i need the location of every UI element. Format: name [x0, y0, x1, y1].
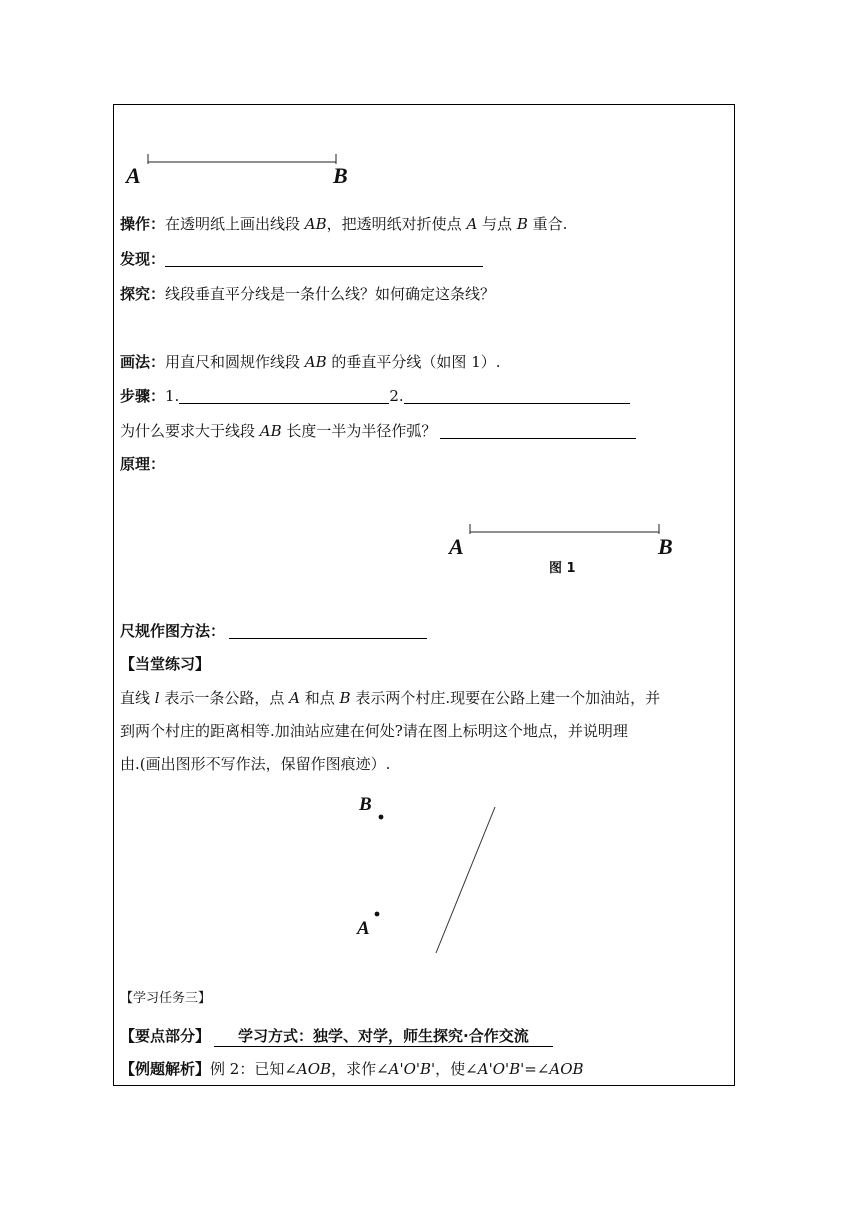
why-blank[interactable]	[440, 423, 636, 439]
practice-point-b: B	[339, 689, 351, 707]
practice-line1-pre: 直线	[120, 689, 155, 707]
point-a-label-top: A	[126, 163, 141, 188]
step-1-blank[interactable]	[179, 388, 389, 404]
example-angle-target-1: A'O'B'	[388, 1060, 436, 1078]
draw-text-end: 的垂直平分线（如图 1）.	[326, 353, 501, 371]
example-text-pre: 例 2：已知∠	[210, 1060, 297, 1078]
why-text-pre: 为什么要求大于线段	[120, 422, 260, 440]
discover-line	[120, 249, 483, 269]
draw-label: 画法：	[120, 353, 166, 371]
segment-ab-top	[140, 148, 350, 168]
operation-line	[120, 214, 567, 234]
draw-method-line	[120, 352, 501, 372]
practice-point-a: A	[289, 689, 300, 707]
figure2-point-a: A	[357, 918, 370, 939]
why-seg: AB	[259, 422, 282, 440]
discover-blank[interactable]	[165, 251, 483, 267]
village-a-dot	[375, 912, 380, 917]
explore-label: 探究：	[120, 285, 166, 303]
task3-heading: 【学习任务三】	[120, 991, 212, 1006]
draw-text-pre: 用直尺和圆规作线段	[165, 353, 305, 371]
keypoints-text: 学习方式：独学、对学，师生探究·合作交流	[214, 1027, 553, 1047]
practice-road-l: l	[154, 689, 160, 707]
practice-line1-mid2: 和点	[299, 689, 340, 707]
method-blank[interactable]	[229, 623, 427, 639]
operation-text-pre: 在透明纸上画出线段	[165, 215, 305, 233]
example-angle-aob: AOB	[296, 1060, 332, 1078]
why-text-end: 长度一半为半径作弧？	[281, 422, 437, 440]
figure1-point-b: B	[658, 534, 673, 559]
operation-point-b: B	[516, 215, 528, 233]
why-line	[120, 421, 636, 441]
principle-line	[120, 454, 165, 474]
practice-line1-mid: 表示一条公路，点	[159, 689, 290, 707]
steps-label: 步骤：	[120, 387, 166, 405]
keypoints-line	[120, 1026, 553, 1046]
method-label: 尺规作图方法：	[120, 622, 226, 640]
example-text-end: =∠	[524, 1060, 550, 1078]
principle-label: 原理：	[120, 455, 166, 473]
draw-seg: AB	[304, 353, 327, 371]
operation-text-end: 重合.	[527, 215, 568, 233]
example-text-mid: ，求作∠	[331, 1060, 389, 1078]
method-line	[120, 621, 427, 641]
step-2-blank[interactable]	[404, 388, 630, 404]
explore-line	[120, 284, 495, 304]
example-label: 【例题解析】	[120, 1060, 211, 1078]
figure1-caption: 图 1	[549, 561, 576, 576]
figure2-point-b: B	[359, 794, 372, 815]
steps-line	[120, 386, 630, 406]
point-b-label-top: B	[333, 163, 348, 188]
step-1-number: 1.	[165, 387, 180, 405]
practice-heading: 【当堂练习】	[120, 655, 211, 673]
practice-line-2: 到两个村庄的距离相等.加油站应建在何处?请在图上标明这个地点，并说明理	[120, 722, 628, 740]
figure1-segment	[463, 520, 667, 540]
explore-text: 线段垂直平分线是一条什么线？如何确定这条线？	[165, 285, 496, 303]
example-angle-target-2: A'O'B'	[477, 1060, 525, 1078]
keypoints-label: 【要点部分】	[120, 1027, 211, 1045]
operation-seg: AB	[304, 215, 327, 233]
operation-text-mid2: 与点	[477, 215, 517, 233]
practice-line-3: 由.(画出图形不写作法，保留作图痕迹）.	[120, 755, 391, 773]
figure1-point-a: A	[449, 534, 464, 559]
example-text-mid2: ，使∠	[435, 1060, 478, 1078]
practice-line1-end: 表示两个村庄.现要在公路上建一个加油站，并	[350, 689, 661, 707]
operation-label: 操作：	[120, 215, 166, 233]
example-line	[120, 1059, 584, 1079]
step-2-number: 2.	[389, 387, 404, 405]
village-b-dot	[379, 815, 384, 820]
operation-text-mid: ，把透明纸对折使点	[326, 215, 467, 233]
discover-label: 发现：	[120, 250, 166, 268]
operation-point-a: A	[466, 215, 478, 233]
practice-line-1	[120, 688, 660, 708]
road-line-l	[436, 807, 495, 953]
example-angle-aob-2: AOB	[549, 1060, 584, 1078]
